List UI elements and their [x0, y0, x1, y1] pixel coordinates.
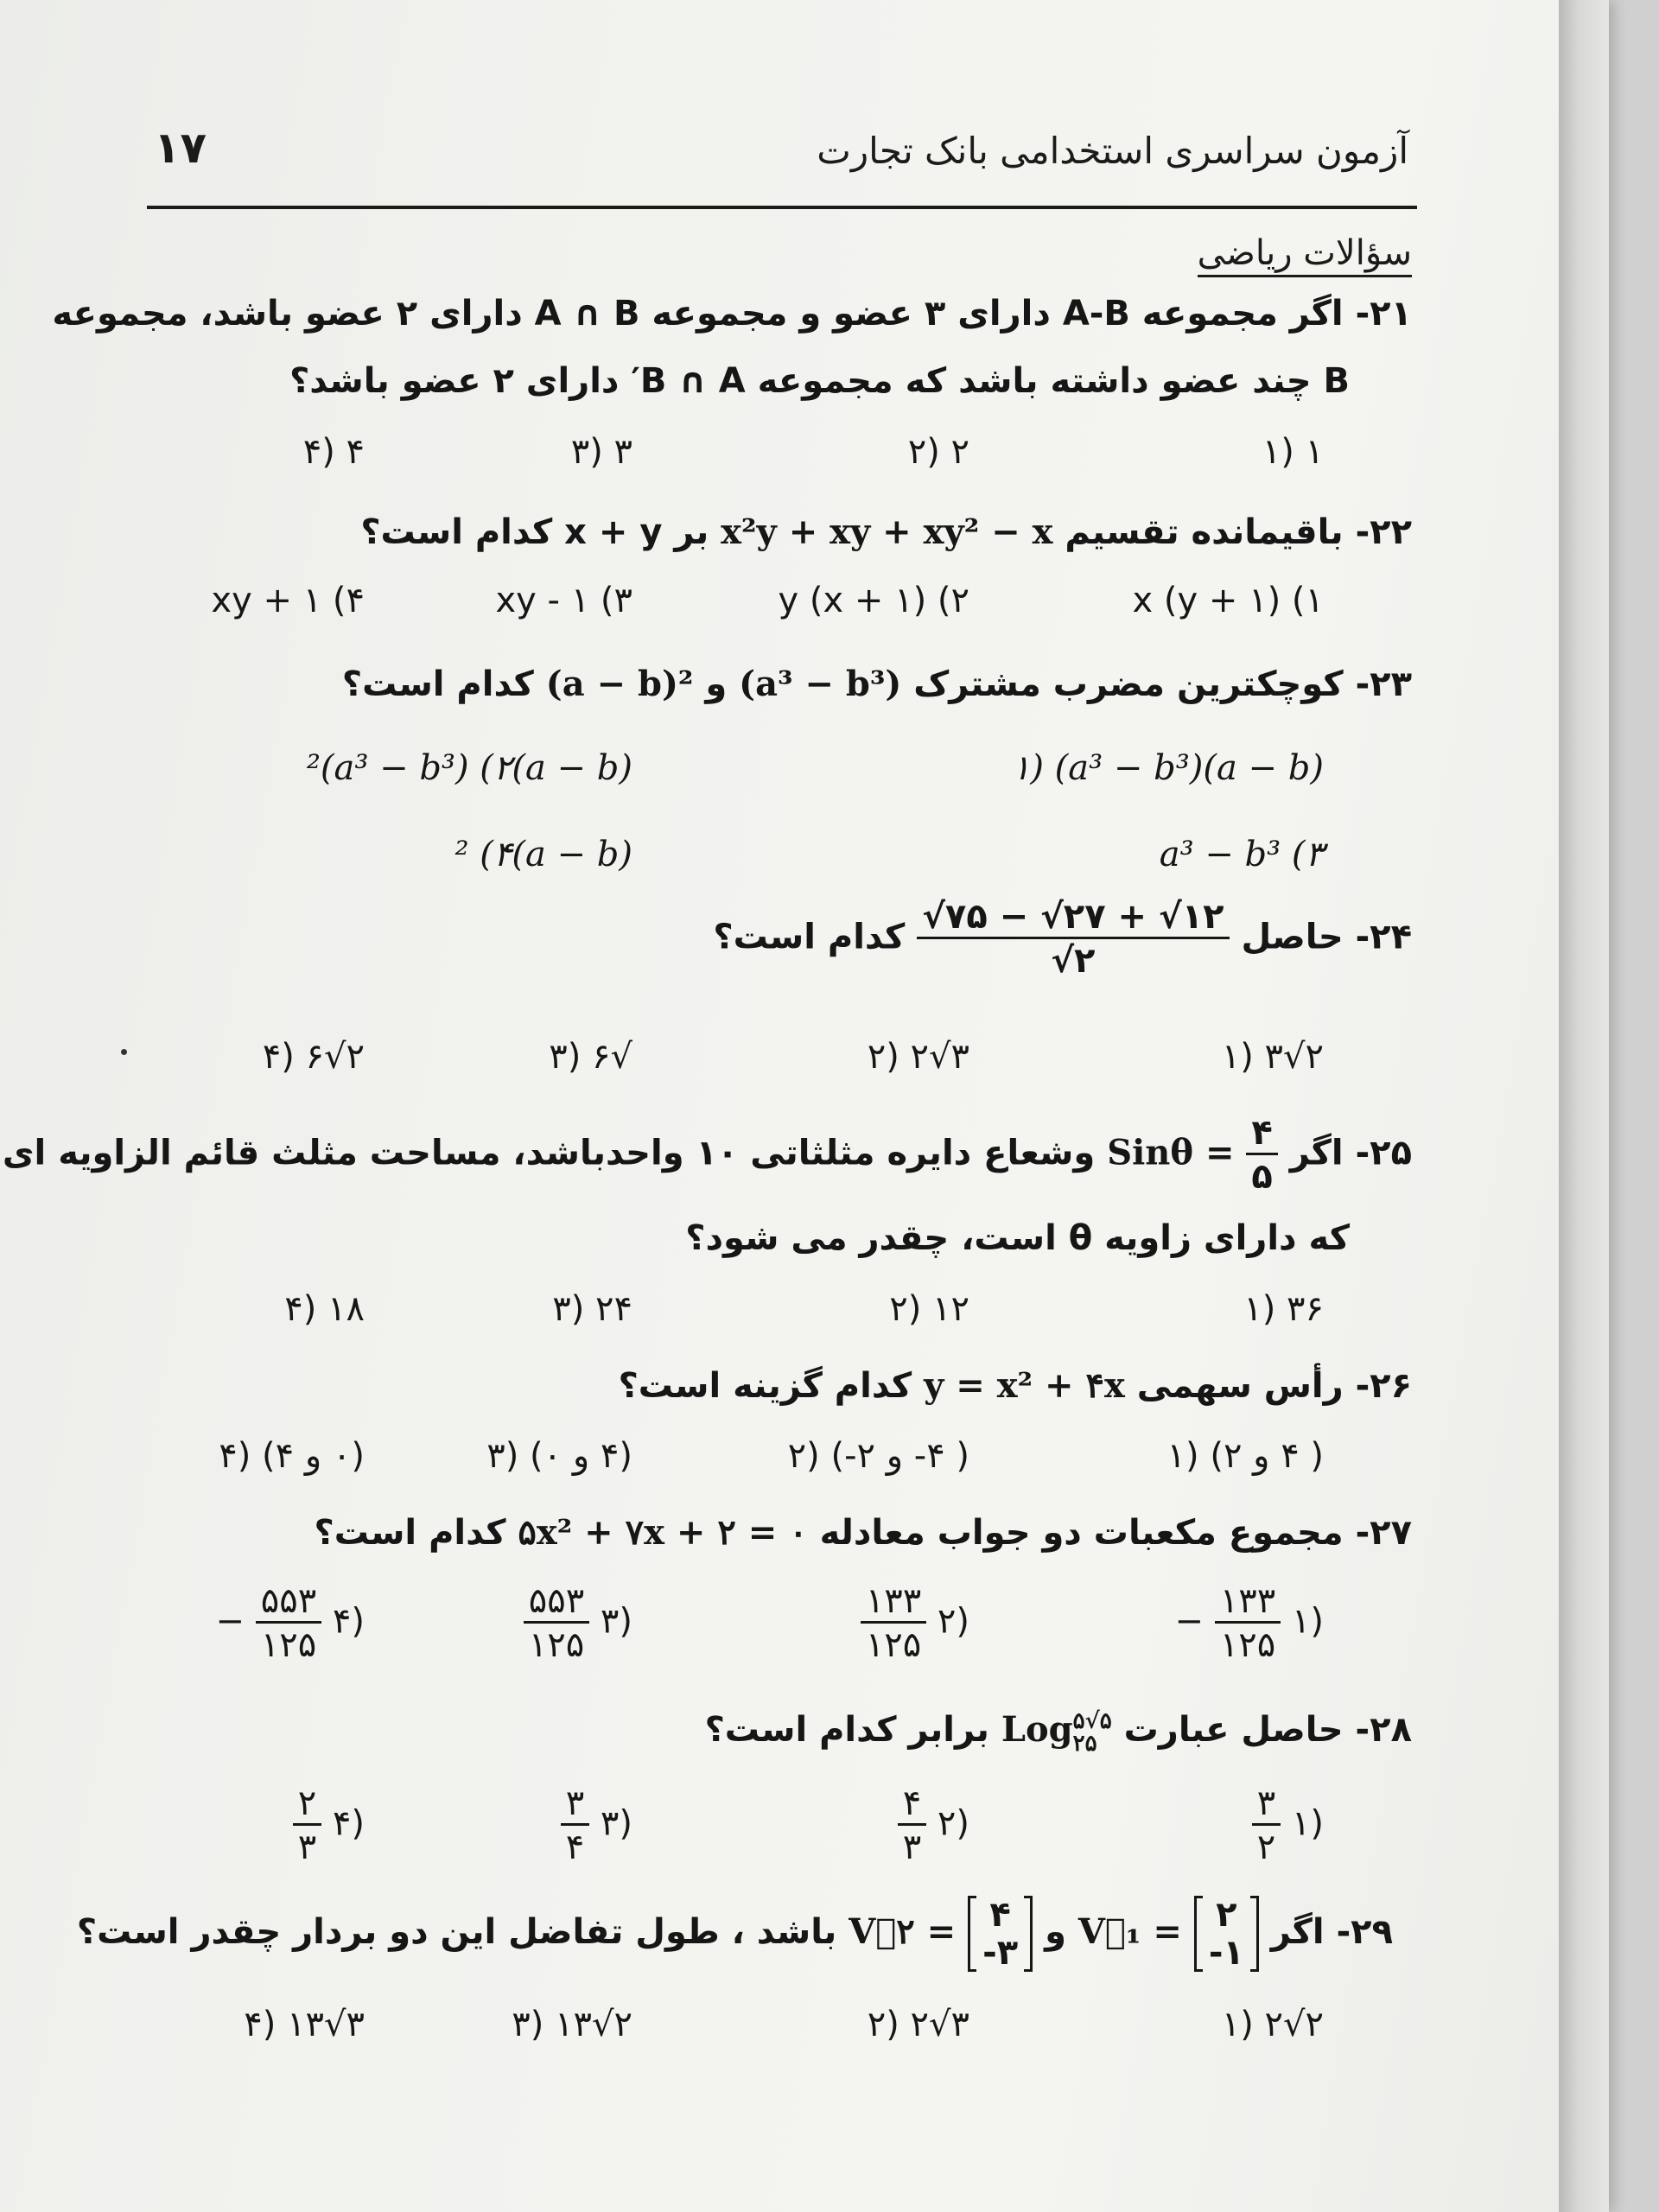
q23-option-1: (a − b)(a³ − b³) (۱: [1011, 748, 1324, 788]
q27-option-3: (۳ $\frac{۵۵۳}{۱۲۵}$: [524, 1583, 632, 1663]
q24-option-3: √۶ (۳: [549, 1037, 632, 1077]
q25-fraction: $\frac{۴}{۵}$: [1246, 1115, 1277, 1195]
q27-expression: ۵x² + ۷x + ۲ = ۰: [518, 1512, 808, 1553]
q26-option-2: ( ۴- و ۲-) (۲: [787, 1436, 969, 1476]
q29-suffix: باشد ، طول تفاضل این دو بردار چقدر است؟: [76, 1912, 837, 1952]
q29-vector-2-matrix: ۴ -۳: [968, 1896, 1033, 1972]
q23-prefix: ۲۳- کوچکترین مضرب مشترک: [913, 664, 1412, 704]
q28-log: Log ۵√۵ ۲۵: [1001, 1708, 1112, 1757]
q27-option-1: (۱ $\frac{۱۳۳}{۱۲۵}$ −: [1174, 1581, 1324, 1665]
q29-option-4: ۳√۱۳ (۴: [244, 2005, 365, 2044]
page-edge: [1559, 0, 1609, 2212]
q23-option-4: (a − b)² (۴: [454, 835, 632, 874]
q26-option-3: (۴ و ۰) (۳: [486, 1436, 632, 1476]
q28-option-3: (۳ $\frac{۳}{۴}$: [561, 1785, 632, 1866]
q27-option-2: (۲ $\frac{۱۳۳}{۱۲۵}$: [861, 1583, 969, 1663]
q29-and: و: [1045, 1912, 1066, 1952]
q29-option-2: ۳√۲ (۲: [867, 2005, 969, 2044]
q26-option-1: ( ۴ و ۲) (۱: [1166, 1436, 1324, 1476]
question-25: [3, 1115, 1412, 1195]
question-23: [342, 664, 1412, 704]
q28-option-1: (۱ $\frac{۳}{۲}$: [1252, 1785, 1324, 1866]
q28-option-2: (۲ $\frac{۴}{۳}$: [898, 1785, 969, 1866]
q23-expression-1: (a³ − b³): [739, 664, 902, 704]
q29-vector-1-matrix: ۲ -۱: [1194, 1896, 1259, 1972]
question-24: [713, 899, 1412, 979]
q23-expression-2: (a − b)²: [545, 664, 694, 704]
q25-option-1: ۳۶ (۱: [1243, 1289, 1324, 1329]
q26-expression: y = x² + ۴x: [924, 1365, 1125, 1406]
q25-suffix: وشعاع دایره مثلثاتی ۱۰ واحدباشد، مساحت مثلث قائم الزاویه ای: [2, 1133, 1096, 1173]
header-title: آزمون سراسری استخدامی بانک تجارت: [817, 130, 1408, 172]
q23-and: و: [705, 664, 728, 704]
q22-expression: x²y + xy + xy² − x: [721, 512, 1053, 552]
q26-option-4: (۰ و ۴) (۴: [219, 1436, 365, 1476]
q28-option-4: (۴ $\frac{۲}{۳}$: [293, 1785, 365, 1866]
q22-option-4: xy + ۱ (۴: [211, 581, 365, 620]
q29-prefix: ۲۹- اگر: [1270, 1912, 1393, 1952]
q28-suffix: برابر کدام است؟: [704, 1710, 989, 1750]
q29-option-3: ۲√۱۳ (۳: [512, 2005, 632, 2044]
q21-option-3: ۳ (۳: [570, 432, 632, 472]
q24-numerator: √۷۵ − √۲۷ + √۱۲: [917, 899, 1229, 939]
q25-option-2: ۱۲ (۲: [889, 1289, 969, 1329]
header-rule: [147, 206, 1417, 209]
question-29: [77, 1896, 1393, 1972]
q24-denominator: √۲: [1051, 941, 1096, 981]
q25-option-4: ۱۸ (۴: [284, 1289, 365, 1329]
q21-option-1: ۱ (۱: [1262, 432, 1324, 472]
q22-option-2: y (x + ۱) (۲: [778, 581, 969, 620]
question-22: [360, 512, 1412, 552]
q25-prefix: ۲۵- اگر: [1289, 1133, 1412, 1173]
q22-option-1: x (y + ۱) (۱: [1132, 581, 1324, 620]
q23-option-3: a³ − b³ (۳: [1159, 835, 1324, 874]
stray-dot: [121, 1049, 127, 1055]
section-title: سؤالات ریاضی: [1198, 233, 1412, 277]
q21-option-4: ۴ (۴: [302, 432, 365, 472]
question-26: [619, 1365, 1412, 1406]
q24-suffix: کدام است؟: [713, 917, 906, 957]
q29-vector-2: V⃗۲ =: [849, 1911, 957, 1952]
q23-option-2: (a − b)²(a³ − b³) (۲: [306, 748, 632, 788]
q26-prefix: ۲۶- رأس سهمی: [1136, 1366, 1412, 1406]
q27-option-4: (۴ $\frac{۵۵۳}{۱۲۵}$ −: [215, 1581, 365, 1665]
q24-option-1: ۲√۳ (۱: [1221, 1037, 1324, 1077]
question-21-line1: ۲۱- اگر مجموعه A-B دارای ۳ عضو و مجموعه A ∩ B دارای ۲ عضو باشد، مجموعه: [52, 294, 1412, 334]
q29-option-1: ۲√۲ (۱: [1221, 2005, 1324, 2044]
q22-prefix: ۲۲- باقیمانده تقسیم: [1065, 512, 1412, 552]
q29-vector-1: V⃗₁ =: [1077, 1911, 1182, 1952]
q27-prefix: ۲۷- مجموع مکعبات دو جواب معادله: [819, 1513, 1412, 1553]
q24-option-2: ۳√۲ (۲: [867, 1037, 969, 1077]
q24-prefix: ۲۴- حاصل: [1241, 917, 1412, 957]
q26-suffix: کدام گزینه است؟: [618, 1366, 912, 1406]
q23-suffix: کدام است؟: [341, 664, 534, 704]
page-number: ۱۷: [154, 123, 207, 173]
q21-option-2: ۲ (۲: [907, 432, 969, 472]
q27-suffix: کدام است؟: [314, 1513, 506, 1553]
q25-option-3: ۲۴ (۳: [552, 1289, 632, 1329]
q25-sin: Sinθ =: [1107, 1132, 1235, 1173]
q24-option-4: ۲√۶ (۴: [262, 1037, 365, 1077]
question-27: [315, 1512, 1412, 1553]
q24-fraction: [917, 899, 1229, 979]
question-21-line2: B چند عضو داشته باشد که مجموعه B ∩ A′ دارای ۲ عضو باشد؟: [289, 361, 1350, 401]
q22-suffix: بر x + y کدام است؟: [360, 512, 709, 552]
question-25-line2: که دارای زاویه θ است، چقدر می شود؟: [685, 1218, 1350, 1258]
q28-prefix: ۲۸- حاصل عبارت: [1123, 1710, 1412, 1750]
question-28: [705, 1709, 1412, 1755]
q22-option-3: xy - ۱ (۳: [495, 581, 632, 620]
